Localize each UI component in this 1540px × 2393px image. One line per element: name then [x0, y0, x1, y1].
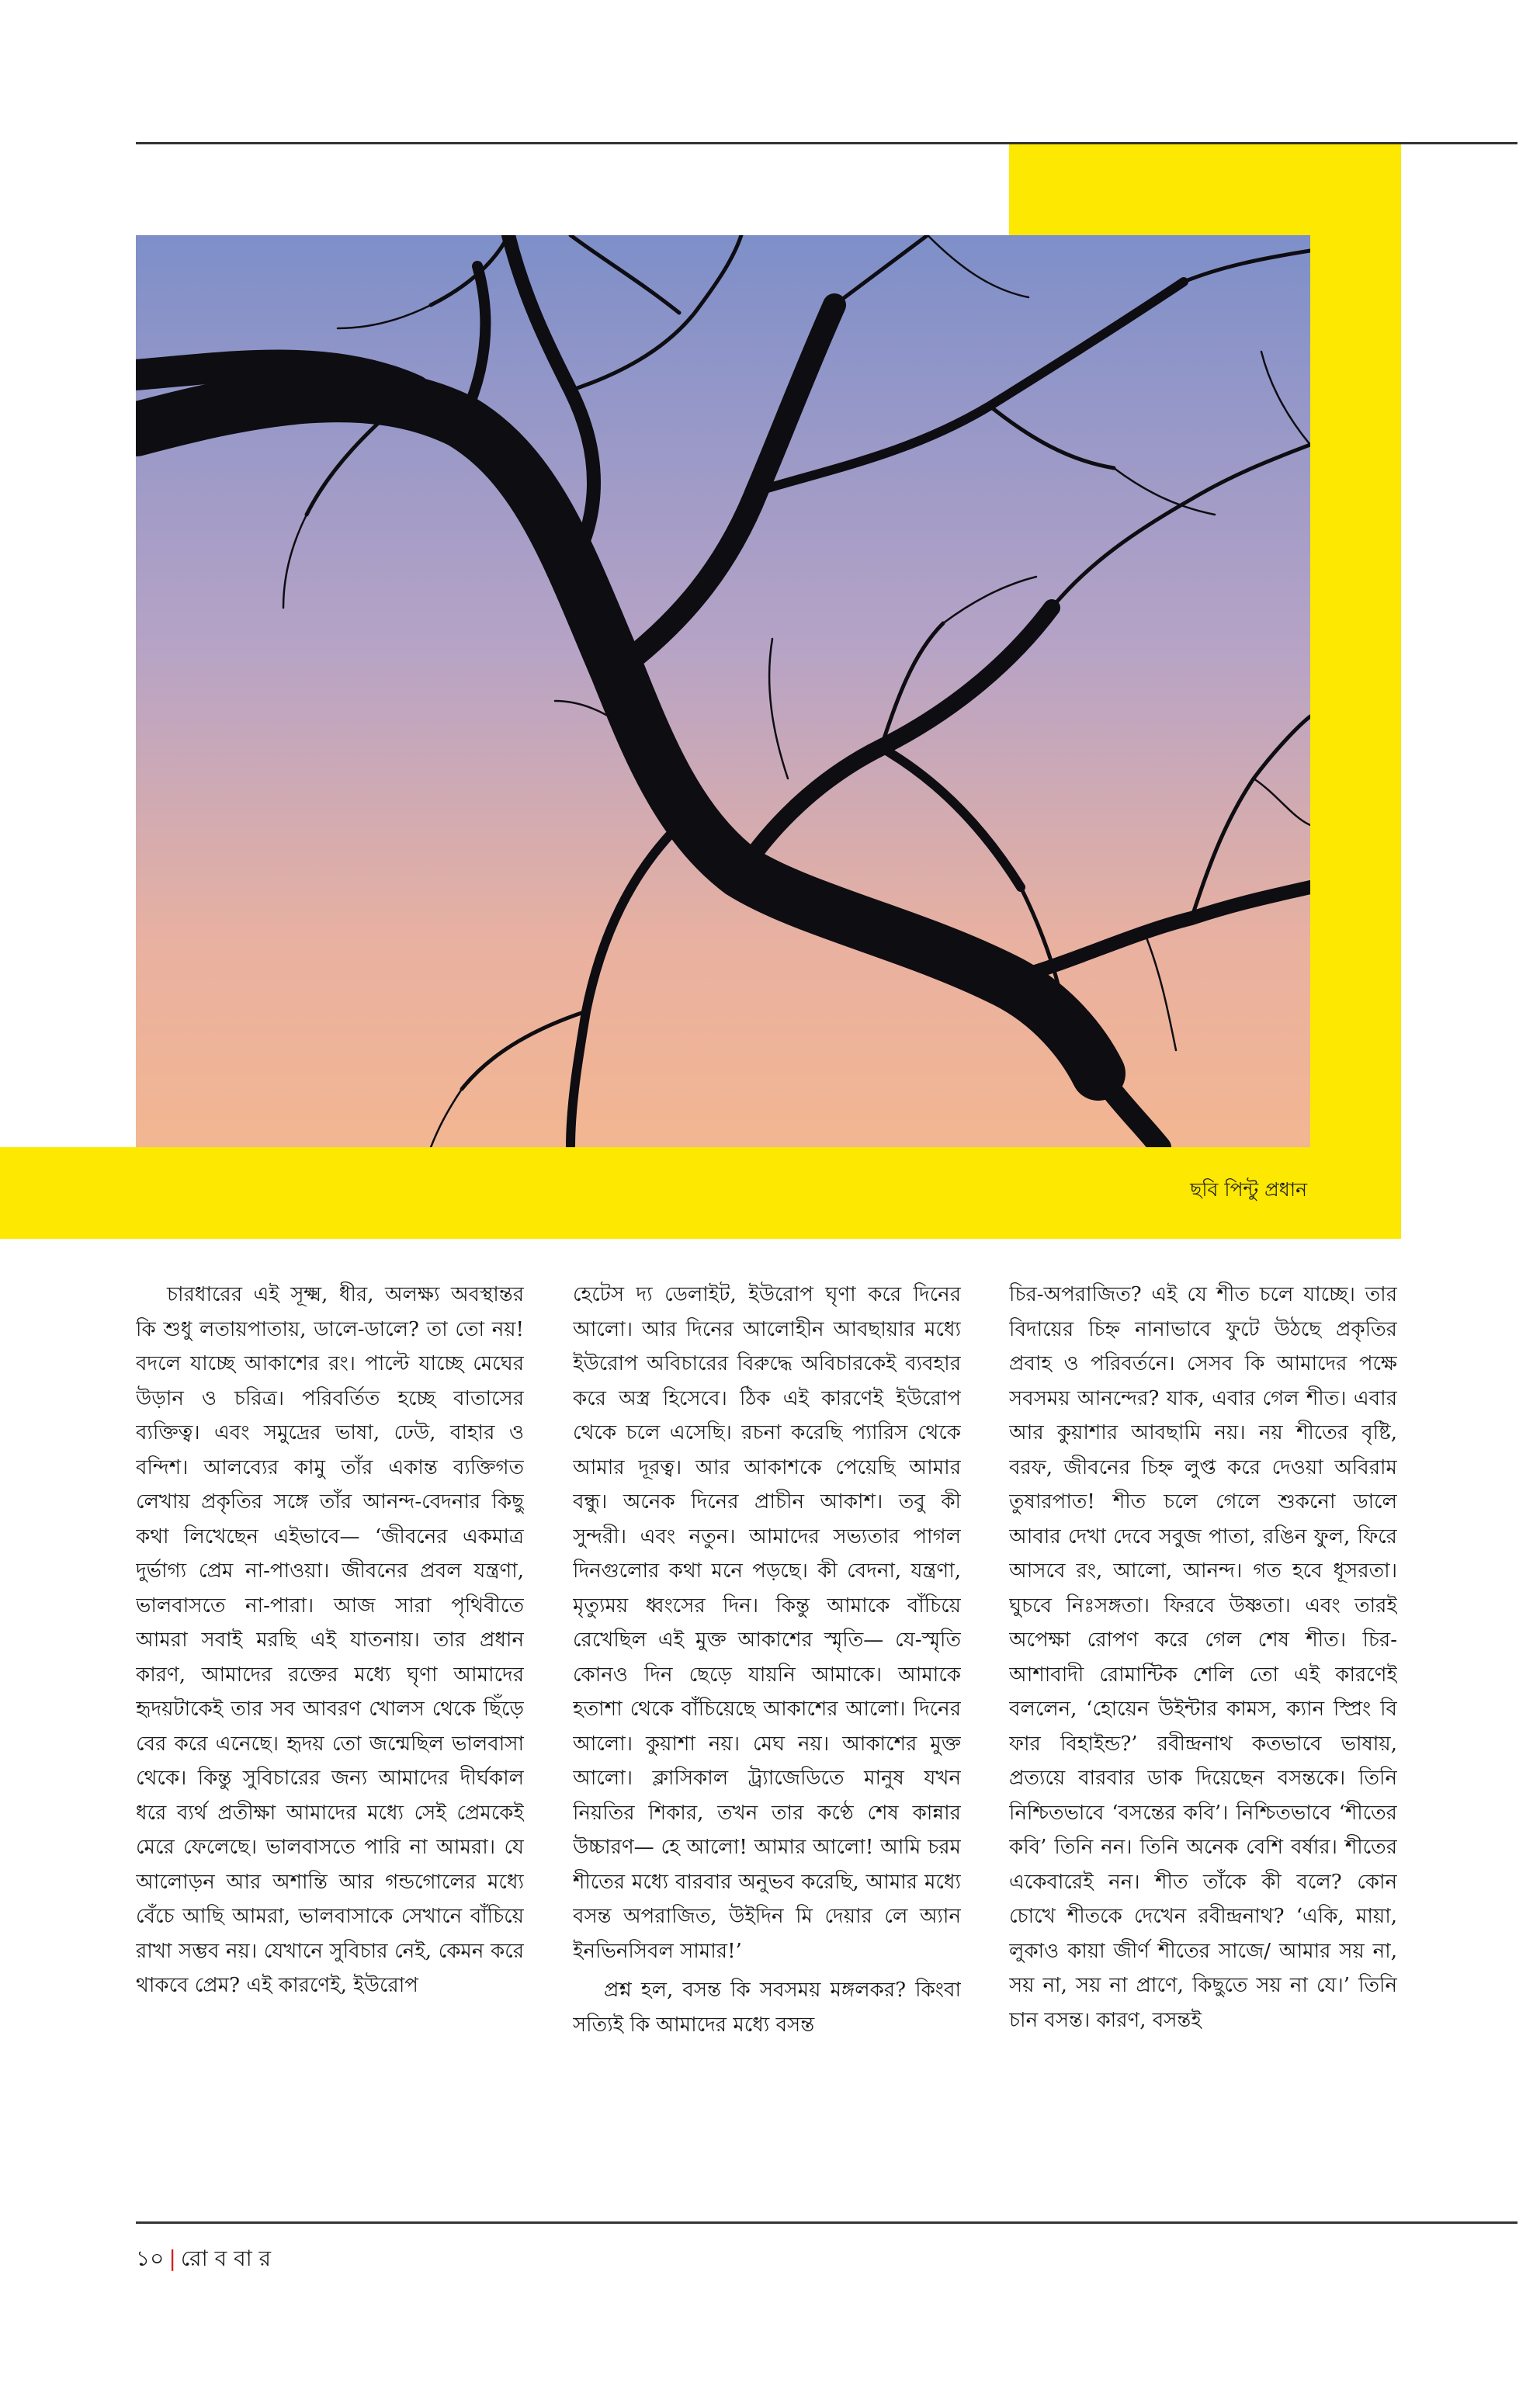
page-footer: [136, 2242, 271, 2278]
footer-separator: |: [168, 2246, 176, 2271]
tree-silhouette-photo: [136, 235, 1310, 1147]
paragraph: চির-অপরাজিত? এই যে শীত চলে যাচ্ছে। তার বিদায়ের চিহ্ন নানাভাবে ফুটে উঠছে প্রকৃতির প্রবাহ ও পরিবর্তনে। সেসব কি আমাদের পক্ষে সবসময় আনন্দের? যাক, এবার গেল শীত। এবার আর কুয়াশার আবছামি নয়। নয় শীতের বৃষ্টি, বরফ, জীবনের চিহ্ন লুপ্ত করে দেওয়া অবিরাম তুষারপাত! শীত চলে গেলে শুকনো ডালে আবার দেখা দেবে সবুজ পাতা, রঙিন ফুল, ফিরে আসবে রং, আলো, আনন্দ। গত হবে ধূসরতা। ঘুচবে নিঃসঙ্গতা। ফিরবে উষ্ণতা। এবং তারই অপেক্ষা রোপণ করে গেল শেষ শীত। চির-আশাবাদী রোমান্টিক শেলি তো এই কারণেই বললেন, ‘হোয়েন উইন্টার কামস, ক্যান স্প্রিং বি ফার বিহাইন্ড?’ রবীন্দ্রনাথ কতভাবে ভাষায়, প্রত্যয়ে বারবার ডাক দিয়েছেন বসন্তকে। তিনি নিশ্চিতভাবে ‘বসন্তের কবি’। নিশ্চিতভাবে ‘শীতের কবি’ তিনি নন। তিনি অনেক বেশি বর্ষার। শীতের একেবারেই নন। শীত তাঁকে কী বলে? কোন চোখে শীতকে দেখেন রবীন্দ্রনাথ? ‘একি, মায়া, লুকাও কায়া জীর্ণ শীতের সাজে/ আমার সয় না, সয় না, সয় না প্রাণে, কিছুতে সয় না যে।’ তিনি চান বসন্ত। কারণ, বসন্তই: [1009, 1283, 1397, 2032]
photo-credit: ছবি পিন্টু প্রধান: [1190, 1178, 1307, 1201]
page-number: ১০: [136, 2246, 165, 2271]
magazine-name: রো ব বা র: [180, 2246, 272, 2271]
text-column-2: [573, 1278, 961, 2178]
paragraph: চারধারের এই সূক্ষ্ম, ধীর, অলক্ষ্য অবস্থান্তর কি শুধু লতায়পাতায়, ডালে-ডালে? তা তো নয়! বদলে যাচ্ছে আকাশের রং। পাল্টে যাচ্ছে মেঘের উড়ান ও চরিত্র। পরিবর্তিত হচ্ছে বাতাসের ব্যক্তিত্ব। এবং সমুদ্রের ভাষা, ঢেউ, বাহার ও বন্দিশ। আলব্যের কামু তাঁর একান্ত ব্যক্তিগত লেখায় প্রকৃতির সঙ্গে তাঁর আনন্দ-বেদনার কিছু কথা লিখেছেন এইভাবে— ‘জীবনের একমাত্র দুর্ভাগ্য প্রেম না-পাওয়া। জীবনের প্রবল যন্ত্রণা, ভালবাসতে না-পারা। আজ সারা পৃথিবীতে আমরা সবাই মরছি এই যাতনায়। তার প্রধান কারণ, আমাদের রক্তের মধ্যে ঘৃণা আমাদের হৃদয়টাকেই তার সব আবরণ খোলস থেকে ছিঁড়ে বের করে এনেছে। হৃদয় তো জন্মেছিল ভালবাসা থেকে। কিন্তু সুবিচারের জন্য আমাদের দীর্ঘকাল ধরে ব্যর্থ প্রতীক্ষা আমাদের মধ্যে সেই প্রেমকেই মেরে ফেলেছে। ভালবাসতে পারি না আমরা। যে আলোড়ন আর অশান্তি আর গন্ডগোলের মধ্যে বেঁচে আছি আমরা, ভালবাসাকে সেখানে বাঁচিয়ে রাখা সম্ভব নয়। যেখানে সুবিচার নেই, কেমন করে থাকবে প্রেম? এই কারণেই, ইউরোপ: [136, 1283, 524, 1997]
tree-silhouette-icon: [136, 235, 1310, 1147]
bottom-rule: [136, 2221, 1517, 2224]
yellow-accent-right: [1310, 144, 1401, 1239]
paragraph: প্রশ্ন হল, বসন্ত কি সবসময় মঙ্গলকর? কিংবা সত্যিই কি আমাদের মধ্যে বসন্ত: [573, 1979, 961, 2037]
text-column-1: [136, 1278, 524, 2178]
text-column-3: [1009, 1278, 1397, 2178]
paragraph: হেটেস দ্য ডেলাইট, ইউরোপ ঘৃণা করে দিনের আলো। আর দিনের আলোহীন আবছায়ার মধ্যে ইউরোপ অবিচারের বিরুদ্ধে অবিচারকেই ব্যবহার করে অস্ত্র হিসেবে। ঠিক এই কারণেই ইউরোপ থেকে চলে এসেছি। রচনা করেছি প্যারিস থেকে আমার দূরত্ব। আর আকাশকে পেয়েছি আমার বন্ধু। অনেক দিনের প্রাচীন আকাশ। তবু কী সুন্দরী। এবং নতুন। আমাদের সভ্যতার পাগল দিনগুলোর কথা মনে পড়ছে। কী বেদনা, যন্ত্রণা, মৃত্যুময় ধ্বংসের দিন। কিন্তু আমাকে বাঁচিয়ে রেখেছিল এই মুক্ত আকাশের স্মৃতি— যে-স্মৃতি কোনও দিন ছেড়ে যায়নি আমাকে। আমাকে হতাশা থেকে বাঁচিয়েছে আকাশের আলো। দিনের আলো। কুয়াশা নয়। মেঘ নয়। আকাশের মুক্ত আলো। ক্লাসিকাল ট্র্যাজেডিতে মানুষ যখন নিয়তির শিকার, তখন তার কণ্ঠে শেষ কান্নার উচ্চারণ— হে আলো! আমার আলো! আমি চরম শীতের মধ্যে বারবার অনুভব করেছি, আমার মধ্যে বসন্ত অপরাজিত, উইদিন মি দেয়ার লে অ্যান ইনভিনসিবল সামার!’: [573, 1283, 961, 1963]
